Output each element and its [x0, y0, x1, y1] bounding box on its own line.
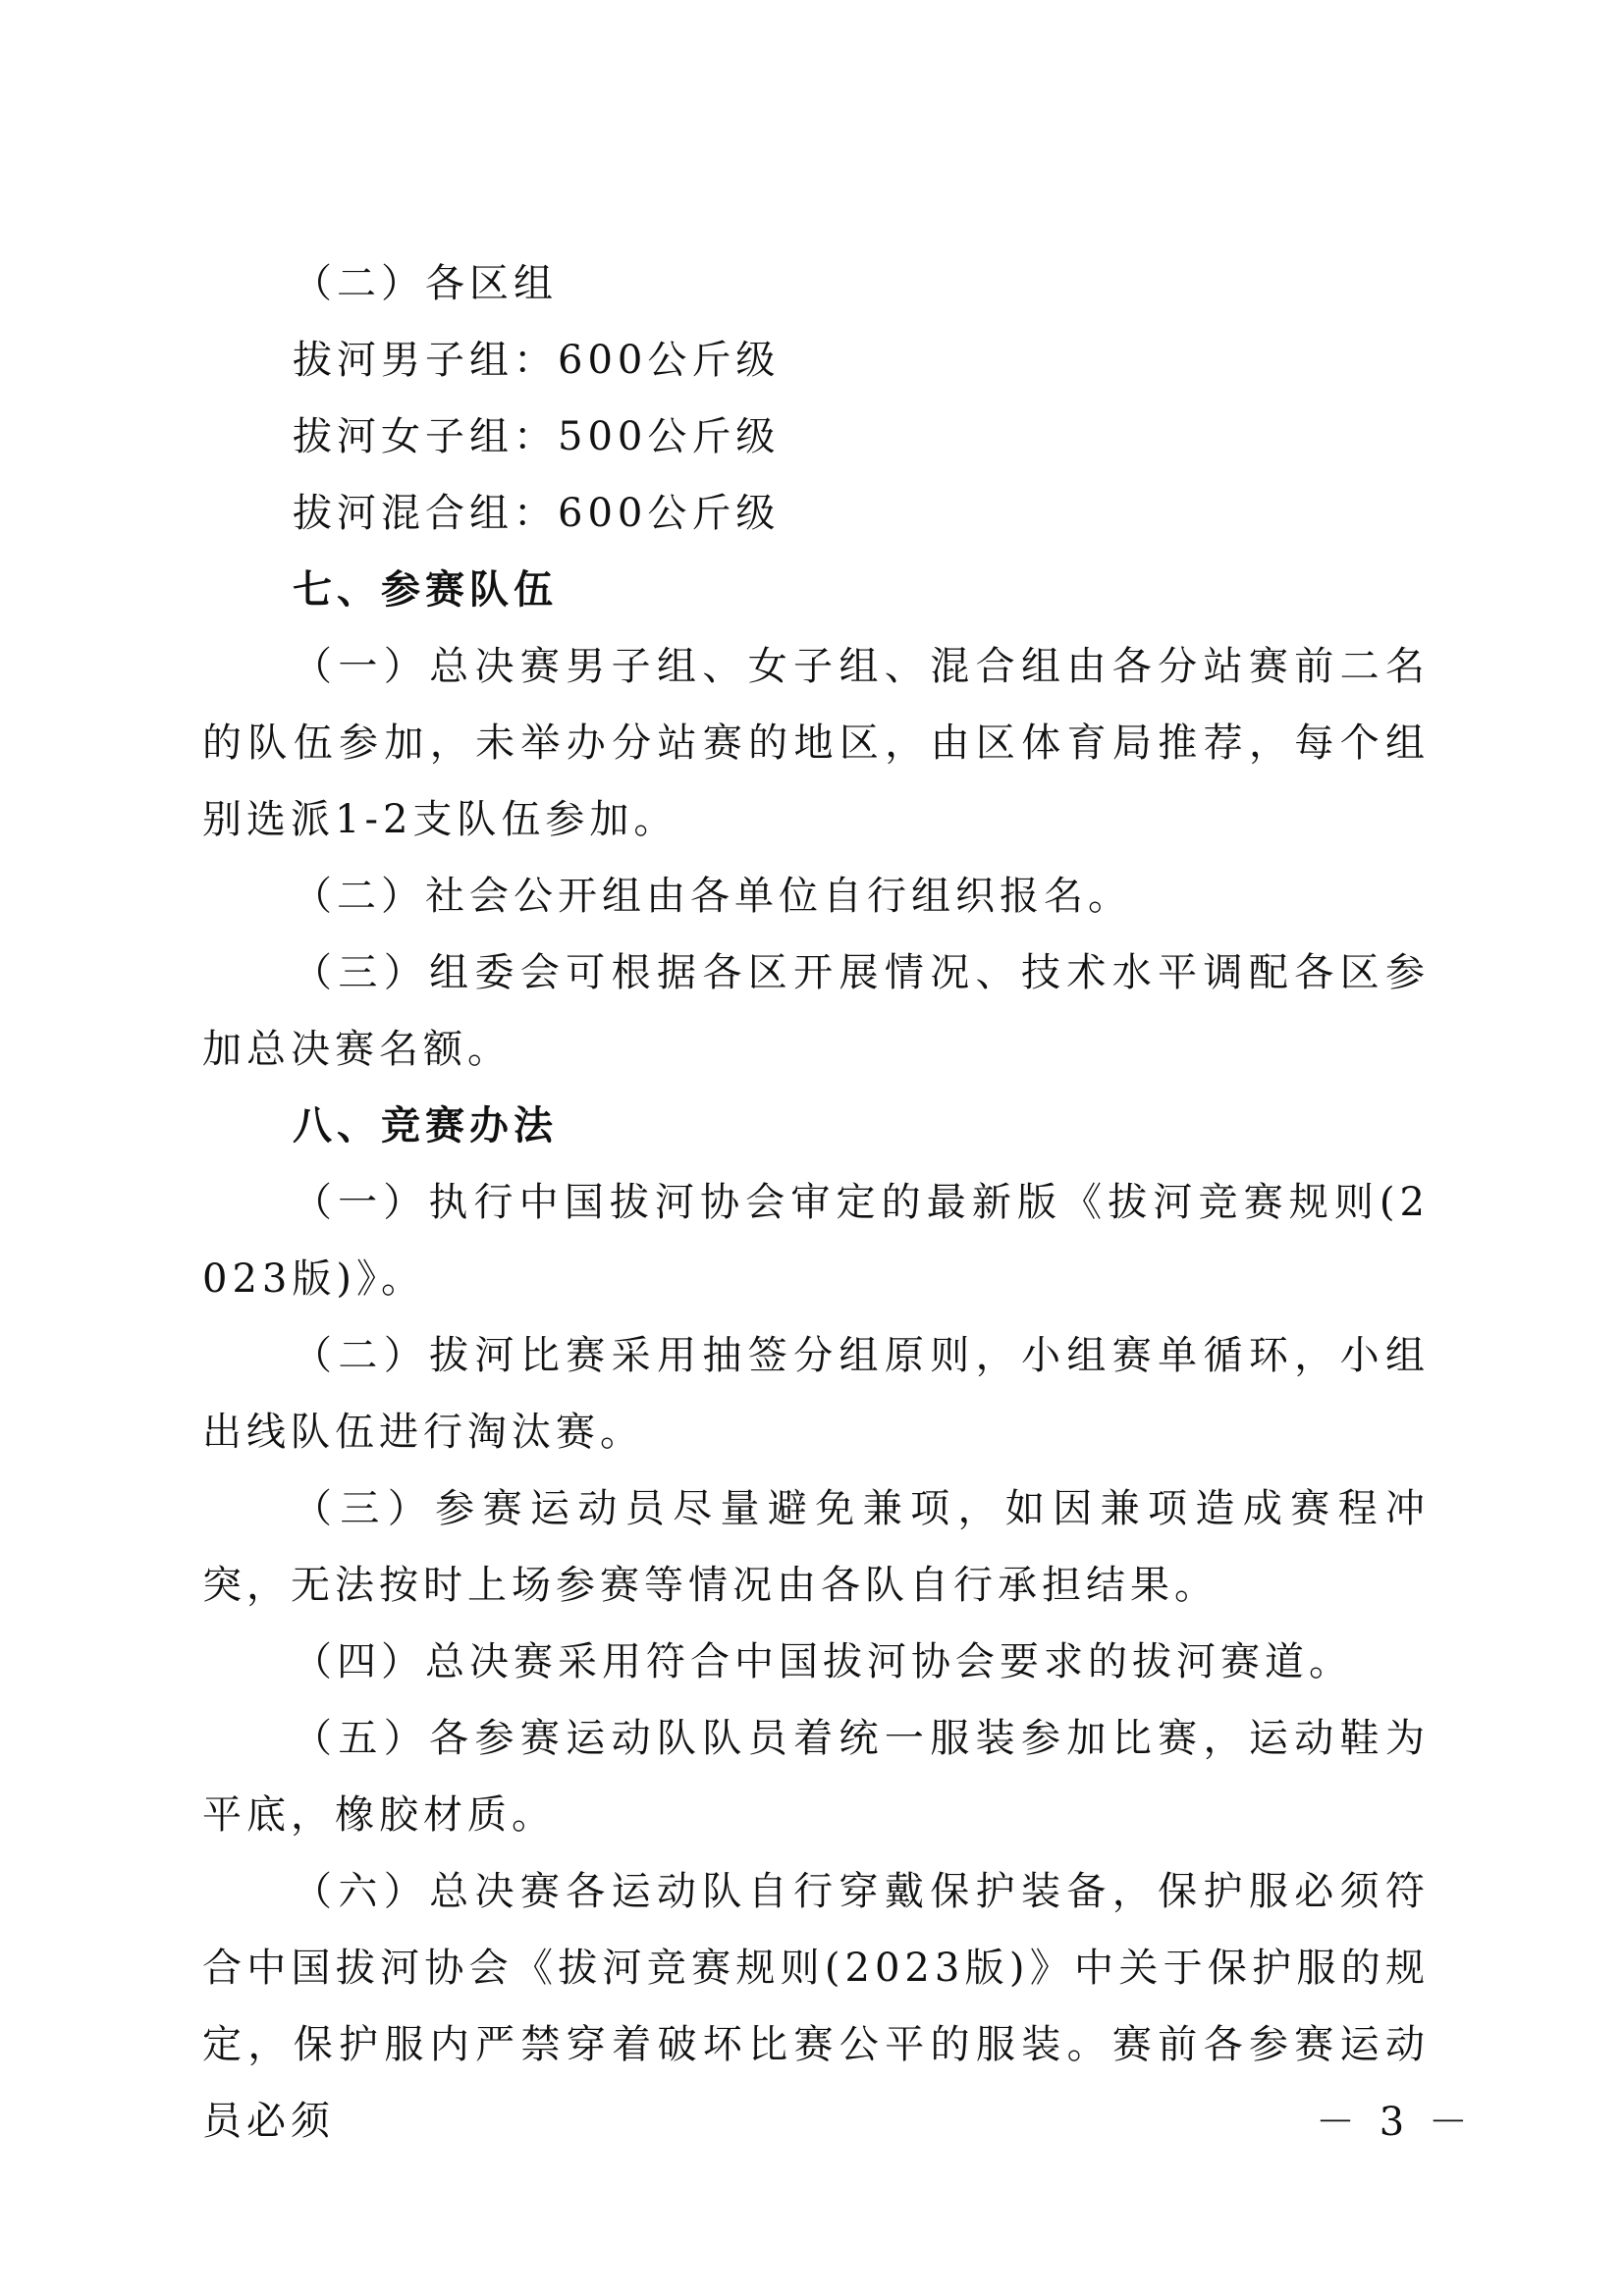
document-body	[202, 245, 1430, 2160]
paragraph: （一）执行中国拔河协会审定的最新版《拔河竞赛规则(2023版)》。	[202, 1180, 1430, 1302]
paragraph: （四）总决赛采用符合中国拔河协会要求的拔河赛道。	[293, 1639, 1353, 1684]
paragraph: （五）各参赛运动队队员着统一服装参加比赛，运动鞋为平底，橡胶材质。	[202, 1716, 1430, 1838]
section-heading: 八、竞赛办法	[293, 1103, 558, 1148]
paragraph: （三）参赛运动员尽量避免兼项，如因兼项造成赛程冲突，无法按时上场参赛等情况由各队自行承担结果。	[202, 1486, 1430, 1608]
paragraph: （二）拔河比赛采用抽签分组原则，小组赛单循环，小组出线队伍进行淘汰赛。	[202, 1333, 1430, 1455]
page-number: － 3 －	[1316, 2100, 1474, 2145]
section-heading: 七、参赛队伍	[293, 567, 558, 613]
paragraph: （六）总决赛各运动队自行穿戴保护装备，保护服必须符合中国拔河协会《拔河竞赛规则(2023版)》中关于保护服的规定，保护服内严禁穿着破坏比赛公平的服装。赛前各参赛运动员必须	[202, 1869, 1430, 2144]
list-item: 拔河男子组：600公斤级	[293, 338, 781, 383]
list-item: 拔河女子组：500公斤级	[293, 414, 781, 459]
list-item: 拔河混合组：600公斤级	[293, 491, 781, 536]
paragraph: （二）社会公开组由各单位自行组织报名。	[293, 874, 1132, 919]
subsection-heading: （二）各区组	[293, 261, 558, 306]
paragraph: （三）组委会可根据各区开展情况、技术水平调配各区参加总决赛名额。	[202, 950, 1430, 1072]
paragraph: （一）总决赛男子组、女子组、混合组由各分站赛前二名的队伍参加，未举办分站赛的地区，由区体育局推荐，每个组别选派1-2支队伍参加。	[202, 644, 1430, 842]
